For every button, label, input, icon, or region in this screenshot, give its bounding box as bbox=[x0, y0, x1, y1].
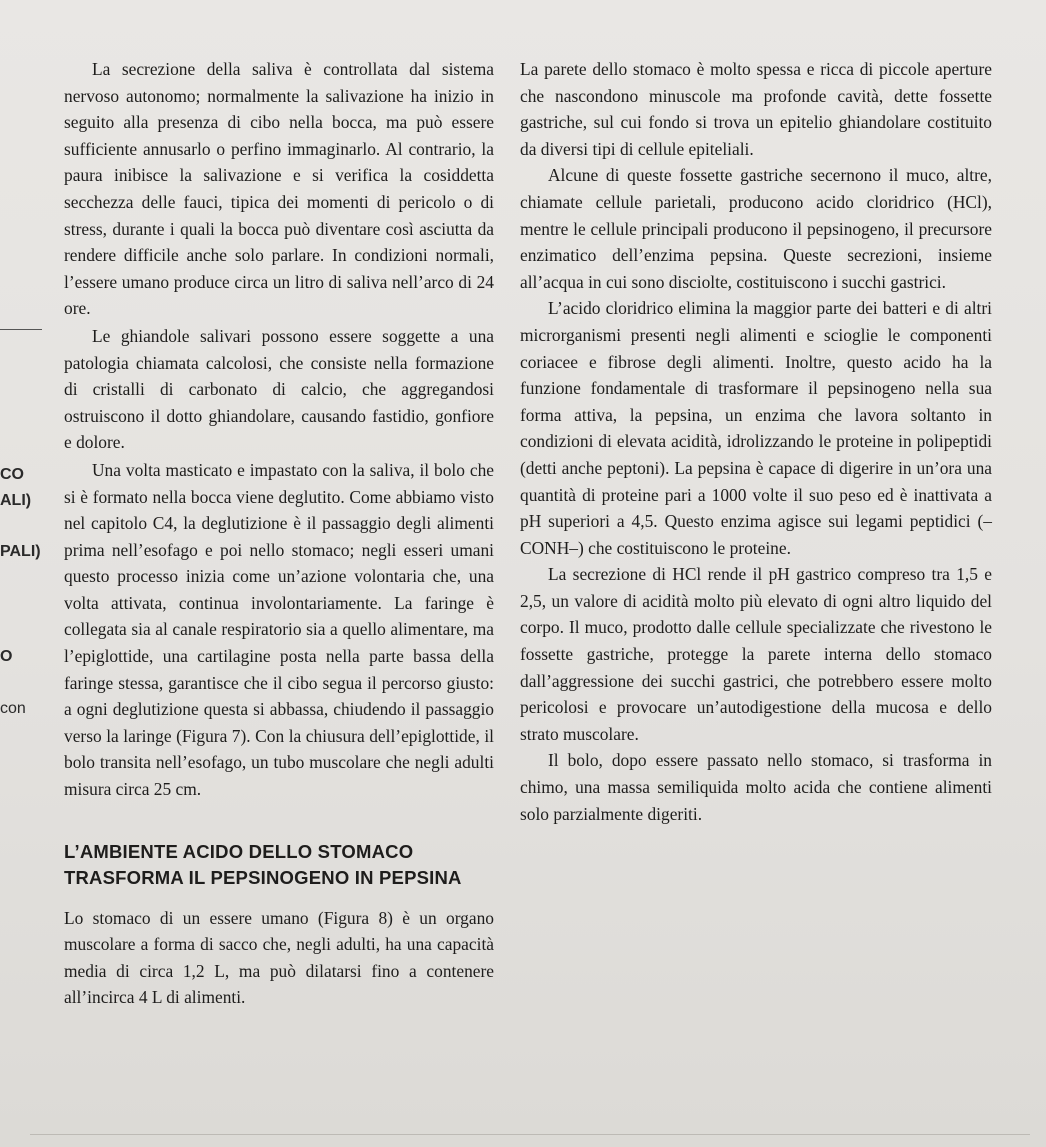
right-column bbox=[520, 56, 992, 827]
margin-fragment: con bbox=[0, 700, 26, 717]
margin-fragment: CO bbox=[0, 466, 24, 483]
paragraph: La secrezione della saliva è controllata dal sistema nervoso autonomo; normalmente la salivazione ha inizio in seguito alla presenza di cibo nella bocca, ma può essere sufficiente annusarlo o perfino immaginarlo. Al contrario, la paura inibisce la salivazione e si verifica la cosiddetta secchezza delle fauci, tipica dei momenti di pericolo o di stress, durante i quali la bocca può diventare così asciutta da rendere difficile anche solo parlare. In condizioni normali, l’essere umano produce circa un litro di saliva nell’arco di 24 ore. bbox=[64, 59, 494, 319]
bottom-divider bbox=[30, 1134, 1030, 1135]
paragraph: Alcune di queste fossette gastriche secernono il muco, altre, chiamate cellule parietali, producono acido cloridrico (HCl), mentre le cellule principali producono il pepsinogeno, il precursore enzimatico dell’enzima pepsina. Queste secrezioni, insieme all’acqua in cui sono disciolte, costituiscono i succhi gastrici. bbox=[520, 165, 992, 292]
margin-fragment: PALI) bbox=[0, 543, 41, 560]
left-column bbox=[64, 56, 494, 1011]
section-heading bbox=[64, 839, 494, 891]
paragraph: La secrezione di HCl rende il pH gastrico compreso tra 1,5 e 2,5, un valore di acidità molto più elevato di ogni altro liquido del corpo. Il muco, prodotto dalle cellule specializzate che rivestono le fossette gastriche, protegge la parete interna dello stomaco dall’aggressione dei succhi gastrici, che potrebbero essere molto pericolosi e provocare un’autodigestione della mucosa e dello strato muscolare. bbox=[520, 564, 992, 744]
margin-fragment: ALI) bbox=[0, 492, 32, 509]
paragraph: L’acido cloridrico elimina la maggior parte dei batteri e di altri microrganismi presenti negli alimenti e scioglie le componenti coriacee e fibrose degli alimenti. Inoltre, questo acido ha la funzione fondamentale di trasformare il pepsinogeno nella sua forma attiva, la pepsina, un enzima che lavora soltanto in condizioni di elevata acidità, idrolizzando le proteine in polipeptidi (detti anche peptoni). La pepsina è capace di digerire in un’ora una quantità di proteine pari a 1000 volte il suo peso ed è inattivata a pH superiori a 4,5. Questo enzima agisce sui legami peptidici (–CONH–) che costituiscono le proteine. bbox=[520, 298, 992, 558]
paragraph: Una volta masticato e impastato con la saliva, il bolo che si è formato nella bocca viene deglutito. Come abbiamo visto nel capitolo C4, la deglutizione è il passaggio degli alimenti prima nell’esofago e poi nello stomaco; negli esseri umani questo processo inizia come un’azione volontaria che, una volta attivata, continua involontariamente. La faringe è collegata sia al canale respiratorio sia a quello alimentare, ma l’epiglottide, una cartilagine posta nella parte bassa della faringe stessa, garantisce che il cibo segua il percorso giusto: a ogni deglutizione questa si abbassa, chiudendo il passaggio verso la laringe (Figura 7). Con la chiusura dell’epiglottide, il bolo transita nell’esofago, un tubo muscolare che negli adulti misura circa 25 cm. bbox=[64, 459, 494, 800]
margin-rule bbox=[0, 329, 42, 330]
margin-fragment: O bbox=[0, 648, 13, 665]
paragraph: Il bolo, dopo essere passato nello stomaco, si trasforma in chimo, una massa semiliquida molto acida che contiene alimenti solo parzialmente digeriti. bbox=[520, 750, 992, 824]
section-heading-line: TRASFORMA IL PEPSINOGENO IN PEPSINA bbox=[64, 866, 462, 888]
paragraph: Le ghiandole salivari possono essere soggette a una patologia chiamata calcolosi, che consiste nella formazione di cristalli di carbonato di calcio, che aggregandosi ostruiscono il dotto ghiandolare, causando fastidio, gonfiore e dolore. bbox=[64, 325, 494, 453]
paragraph: Lo stomaco di un essere umano (Figura 8) è un organo muscolare a forma di sacco che, negli adulti, ha una capacità media di circa 1,2 L, ma può dilatarsi fino a contenere all’incirca 4 L di alimenti. bbox=[64, 907, 494, 1008]
section-heading-line: L’AMBIENTE ACIDO DELLO STOMACO bbox=[64, 840, 414, 862]
paragraph: La parete dello stomaco è molto spessa e ricca di piccole aperture che nascondono minuscole ma profonde cavità, dette fossette gastriche, sul cui fondo si trova un epitelio ghiandolare costituito da diversi tipi di cellule epiteliali. bbox=[520, 59, 992, 159]
